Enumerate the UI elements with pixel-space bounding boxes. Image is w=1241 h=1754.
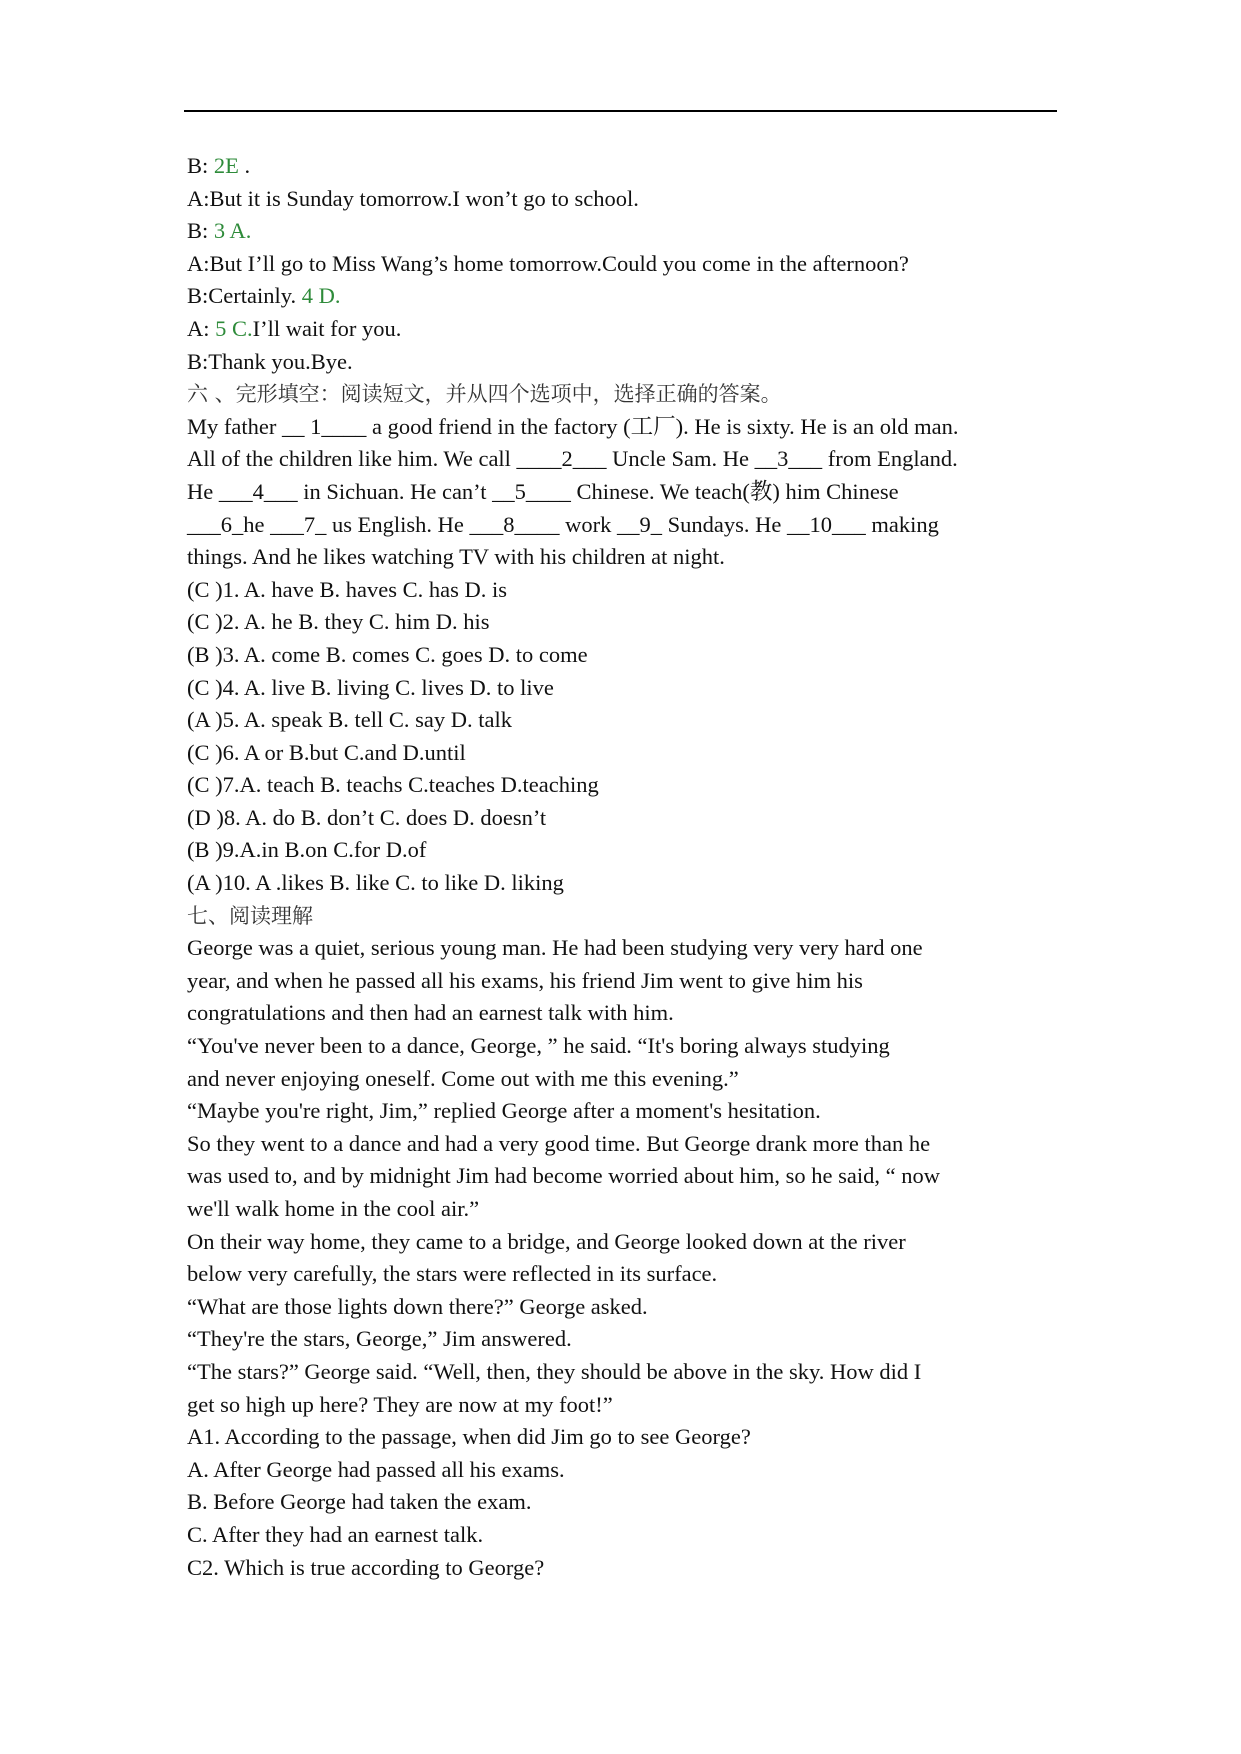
question-line: (B )3. A. come B. comes C. goes D. to come xyxy=(187,641,588,667)
answer-key: 4 D. xyxy=(301,283,341,309)
question-line: (A )5. A. speak B. tell C. say D. talk xyxy=(187,707,512,733)
question-line: (D )8. A. do B. don’t C. does D. doesn’t xyxy=(187,804,547,830)
passage-line: So they went to a dance and had a very good time. But George drank more than he xyxy=(187,1130,931,1156)
dialogue-section xyxy=(187,150,1067,378)
passage-line: He ___4___ in Sichuan. He can’t __5____ Chinese. We teach(教) him Chinese xyxy=(187,478,899,504)
question-line: (C )2. A. he B. they C. him D. his xyxy=(187,609,490,635)
dialogue-line: A:But I’ll go to Miss Wang’s home tomorrow.Could you come in the afternoon? xyxy=(187,250,909,276)
dialogue-line: B:Certainly. 4 D. xyxy=(187,283,341,309)
passage-line: things. And he likes watching TV with his children at night. xyxy=(187,544,725,570)
option-line: A. After George had passed all his exams. xyxy=(187,1456,565,1482)
reading-section xyxy=(187,900,1067,1584)
dialogue-line: B: 2E . xyxy=(187,153,251,178)
passage-line: congratulations and then had an earnest talk with him. xyxy=(187,1000,674,1026)
passage-line: “The stars?” George said. “Well, then, they should be above in the sky. How did I xyxy=(187,1358,922,1384)
passage-line: below very carefully, the stars were reflected in its surface. xyxy=(187,1261,718,1287)
passage-line: George was a quiet, serious young man. He had been studying very very hard one xyxy=(187,935,923,961)
passage-line: “You've never been to a dance, George, ” he said. “It's boring always studying xyxy=(187,1033,890,1059)
passage-line: get so high up here? They are now at my foot!” xyxy=(187,1391,613,1417)
cloze-section xyxy=(187,378,1067,900)
passage-line: “What are those lights down there?” George asked. xyxy=(187,1293,648,1319)
document-body xyxy=(187,150,1067,1584)
answer-key: 5 C. xyxy=(215,315,253,341)
option-line: C. After they had an earnest talk. xyxy=(187,1521,484,1547)
section-heading: 六 、完形填空：阅读短文，并从四个选项中，选择正确的答案。 xyxy=(187,382,782,407)
section-heading: 七、阅读理解 xyxy=(187,903,313,928)
header-rule xyxy=(184,110,1057,112)
answer-key: 2E xyxy=(213,153,239,178)
question-line: C2. Which is true according to George? xyxy=(187,1554,545,1580)
passage-line: we'll walk home in the cool air.” xyxy=(187,1196,480,1221)
question-line: A1. According to the passage, when did Jim go to see George? xyxy=(187,1424,751,1450)
answer-key: 3 A. xyxy=(213,218,252,244)
dialogue-line: A: 5 C.I’ll wait for you. xyxy=(187,315,402,341)
option-line: B. Before George had taken the exam. xyxy=(187,1489,532,1515)
passage-line: On their way home, they came to a bridge, and George looked down at the river xyxy=(187,1228,906,1254)
question-line: (C )7.A. teach B. teachs C.teaches D.teaching xyxy=(187,772,599,798)
passage-line: and never enjoying oneself. Come out with me this evening.” xyxy=(187,1065,739,1091)
dialogue-line: A:But it is Sunday tomorrow.I won’t go to school. xyxy=(187,185,639,211)
question-line: (C )4. A. live B. living C. lives D. to live xyxy=(187,674,554,700)
dialogue-line: B: 3 A. xyxy=(187,218,252,244)
passage-line: “They're the stars, George,” Jim answered. xyxy=(187,1326,572,1352)
question-line: (B )9.A.in B.on C.for D.of xyxy=(187,837,427,863)
dialogue-line: B:Thank you.Bye. xyxy=(187,348,353,374)
question-line: (C )6. A or B.but C.and D.until xyxy=(187,739,466,765)
question-line: (A )10. A .likes B. like C. to like D. liking xyxy=(187,870,564,896)
passage-line: was used to, and by midnight Jim had become worried about him, so he said, “ now xyxy=(187,1163,940,1189)
passage-line: ___6_he ___7_ us English. He ___8____ work __9_ Sundays. He __10___ making xyxy=(187,511,939,537)
question-line: (C )1. A. have B. haves C. has D. is xyxy=(187,576,507,602)
passage-line: year, and when he passed all his exams, his friend Jim went to give him his xyxy=(187,967,863,993)
passage-line: All of the children like him. We call ____2___ Uncle Sam. He __3___ from England. xyxy=(187,446,958,472)
passage-line: My father __ 1____ a good friend in the factory (工厂). He is sixty. He is an old man. xyxy=(187,413,959,439)
passage-line: “Maybe you're right, Jim,” replied George after a moment's hesitation. xyxy=(187,1098,821,1124)
